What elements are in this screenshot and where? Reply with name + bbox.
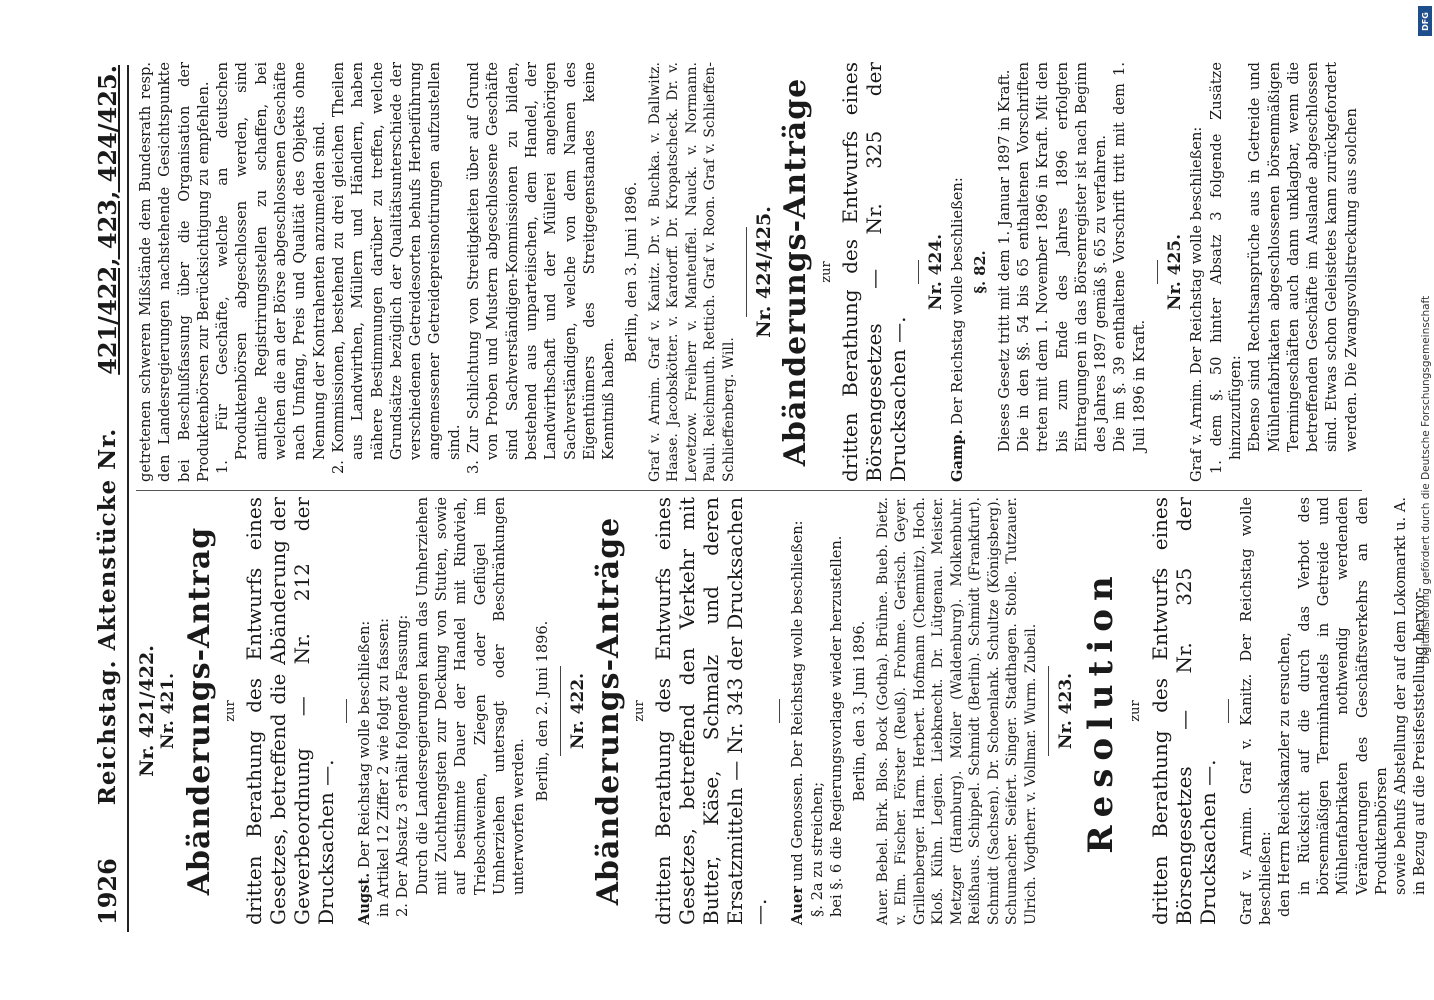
section-subject: dritten Berathung des Entwurfs eines Börsengesetzes — Nr. 325 der Drucksachen —. [1147,497,1220,925]
date-line: Berlin, den 3. Juni 1896. [851,620,869,802]
paragraph: getretenen schweren Mißstände dem Bundesrath resp. den Landesregierungen nachstehende Gesichtspunkte bei Beschlußfassung über die Organisation der Produktenbörsen zur Berücksichtigung zu empfehlen. [137,62,212,482]
section-subject: dritten Berathung des Entwurfs eines Gesetzes, betreffend die Abänderung der Gewerbeordnung — Nr. 212 der Drucksachen —. [241,497,338,925]
motion [355,497,374,925]
divider [1048,666,1049,756]
quoted-text: Durch die Landesregierungen kann das Umherziehen mit Zuchthengsten zur Deckung von Stuten, sowie auf bestimmte Dauer der Handel mit Rindvieh, Triebschweinen, Ziegen oder Geflügel im Umherziehen untersagt oder Beschränkungen unterworfen werden. [413,497,528,895]
list-item: bei §. 6 die Regierungsvorlage wieder herzustellen. [828,535,846,917]
motion-author: Gamp. [949,429,967,482]
list-item: 1. dem §. 50 hinter Absatz 3 folgende Zusätze hinzuzufügen: [1207,62,1244,474]
stamp-text: Digitalisierung gefördert durch die Deutsche Forschungsgemeinschaft [1420,295,1432,665]
paragraph: Die im §. 39 enthaltene Vorschrift tritt mit dem 1. Juli 1896 in Kraft. [1111,62,1148,452]
digitization-stamp [1416,0,1434,1000]
zur-label: zur [222,700,238,722]
signatories: Auer. Bebel. Birk. Blos. Bock (Gotha). Brühne. Bueb. Dietz. v. Elm. Fischer. Förster (Reuß). Frohme. Gerisch. Geyer. Grillenberger. Harm. Herbert. Hofmann (Chemnitz). Hoch. Kloß. Kühn. Legien. Liebknecht. Dr. Lütgenau. Meister. Metzger (Hamburg). Möller (Waldenburg). Molkenbuhr. Reißhaus. Schippel. Schmidt (Berlin). Schmidt (Frankfurt). Schmidt (Sachsen). Dr. Schoenlank. Schultze (Königsberg). Schumacher. Seifert. Singer. Stadthagen. Stolle. Tutzauer. Ulrich. Vogtherr. v. Vollmar. Wurm. Zubeil. [874,497,1039,925]
list-item: 3. Zur Schlichtung von Streitigkeiten über auf Grund von Proben und Mustern abgeschlossene Geschäfte sind Sachverständigen-Kommissionen zu bilden, bestehend aus unparteiischen, dem Handel, der Landwirthschaft und der Müllerei angehörigen Sachverständigen, welche von dem Namen des Eigenthümers des Streitgegenstandes keine Kenntniß haben. [465,62,618,474]
divider [1157,260,1158,284]
section-title: Abänderungs-Anträge [777,77,813,467]
motion-author: Auer [789,886,807,925]
zur-label: zur [1128,700,1144,722]
list-item: 1. Für Geschäfte, welche an deutschen Produktenbörsen abgeschlossen werden, sind amtliche Registrirungsstellen zu schaffen, bei welchen die an der Börse abgeschlossenen Geschäfte nach Umfang, Preis und Qualität des Objekts ohne Nennung der Kontrahenten anzumelden sind. [214,62,328,474]
divider [560,666,561,756]
left-column [136,496,1429,925]
section-number: Nr. 425. [1165,233,1186,311]
list-item: 2. Kommissionen, bestehend zu drei gleichen Theilen aus Landwirthen, Müllern und Händlern, haben nähere Bestimmungen darüber zu treffen, welche Grundsätze bezüglich der Qualitätsunterschiede der verschiedenen Getreidesorten behufs Herbeiführung angemessener Getreidepreisnotirungen aufzustellen sind. [329,62,463,474]
paragraph: in Rücksicht auf die durch das Verbot des börsenmäßigen Terminhandels in Getreide und Mühlenfabrikaten nothwendig werdenden Veränderungen des Geschäftsverkehrs an den Produktenbörsen [1295,497,1390,895]
column-divider [136,490,1362,491]
right-column [136,62,1362,482]
motion-author: Augst. [355,872,373,925]
divider [746,227,747,317]
motion-text: Der Reichstag wolle beschließen: [355,620,373,873]
dfg-logo [1418,6,1432,36]
header-title: Reichstag. Aktenstücke Nr. [93,427,121,806]
section-title: Abänderungs-Antrag [181,526,217,896]
section-subject: dritten Berathung des Entwurfs eines Börsengesetzes — Nr. 325 der Drucksachen —. [837,62,910,482]
motion: Graf v. Arnim. Graf v. Kanitz. Der Reichstag wolle beschließen: [1237,497,1275,925]
page-number: 1926 [92,858,122,925]
quoted-text: Ebenso sind Rechtsansprüche aus in Getreide und Mühlenfabrikaten abgeschlossenen börsenmäßigen Termingeschäften auch dann unklagbar, wenn die betreffenden Geschäfte im Auslande abgeschlossen sind. Etwas schon Geleistetes kann zurückgefordert werden. Die Zwangsvollstreckung aus solchen [1246,62,1360,452]
header-rule [127,65,129,932]
section-number: Nr. 421. [158,672,179,750]
section-number: Nr. 421/422. [136,645,158,777]
paragraph: Dieses Gesetz tritt mit dem 1. Januar 1897 in Kraft. [995,69,1013,452]
list-item: 2. Der Absatz 3 erhält folgende Fassung: [394,614,412,917]
signatories: Graf v. Arnim. Graf v. Kanitz. Dr. v. Buchka. v. Dallwitz. Haase. Jacobskötter. v. Kardorff. Dr. Kropatscheck. Dr. v. Levetzow. Freiherr v. Manteuffel. Nauck. v. Normann. Pauli. Reichmuth. Rettich. Graf v. Roon. Graf v. Schlieffen-Schlieffenberg. Will. [646,62,737,482]
motion-text: und Genossen. Der Reichstag wolle beschließen: [789,520,807,887]
paragraph: sowie behufs Abstellung der auf dem Lokomarkt u. A. in Bezug auf die Preisfeststellung hervor- [1392,496,1429,895]
header-numbers: 421/422, 423, 424/425. [92,65,122,375]
paragraph: Die in den §§. 54 bis 65 enthaltenen Vorschriften treten mit dem 1. November 1896 in Kraft. Mit den bis zum Ende des Jahres 1896 erfolgten Eintragungen in das Börsenregister ist nach Beginn des Jahres 1897 gemäß §. 65 zu verfahren. [1015,62,1110,452]
motion [788,497,807,925]
dfg-logo-text: DFG [1420,11,1430,31]
section-number: Nr. 422. [567,672,588,750]
section-number: Nr. 423. [1056,672,1077,750]
divider [918,260,919,284]
list-item: §. 2a zu streichen; [808,781,826,917]
section-number: Nr. 424. [925,233,946,311]
divider [346,699,347,723]
date-line: Berlin, den 2. Juni 1896. [533,620,551,802]
section-title: Resolution [1081,568,1122,854]
motion-text: Der Reichstag wolle beschließen: [949,177,967,430]
paragraph: den Herrn Reichskanzler zu ersuchen, [1276,632,1294,917]
divider [779,699,780,723]
zur-label: zur [818,261,834,283]
divider [1228,699,1229,723]
section-subject: dritten Berathung des Entwurfs eines Gesetzes, betreffend den Verkehr mit Butter, Käse, Schmalz und deren Ersatzmitteln — Nr. 343 der Drucksachen —. [651,497,772,925]
section-title: Abänderungs-Anträge [591,516,627,906]
list-item: in Artikel 12 Ziffer 2 wie folgt zu fassen: [375,618,393,917]
paragraph-symbol: §. 82. [972,250,990,294]
motion: Graf v. Arnim. Der Reichstag wolle beschließen: [1188,126,1206,482]
motion [948,62,967,482]
section-number: Nr. 424/425. [753,206,776,338]
date-line: Berlin, den 3. Juni 1896. [623,181,641,363]
page-header [92,65,122,925]
zur-label: zur [632,700,648,722]
